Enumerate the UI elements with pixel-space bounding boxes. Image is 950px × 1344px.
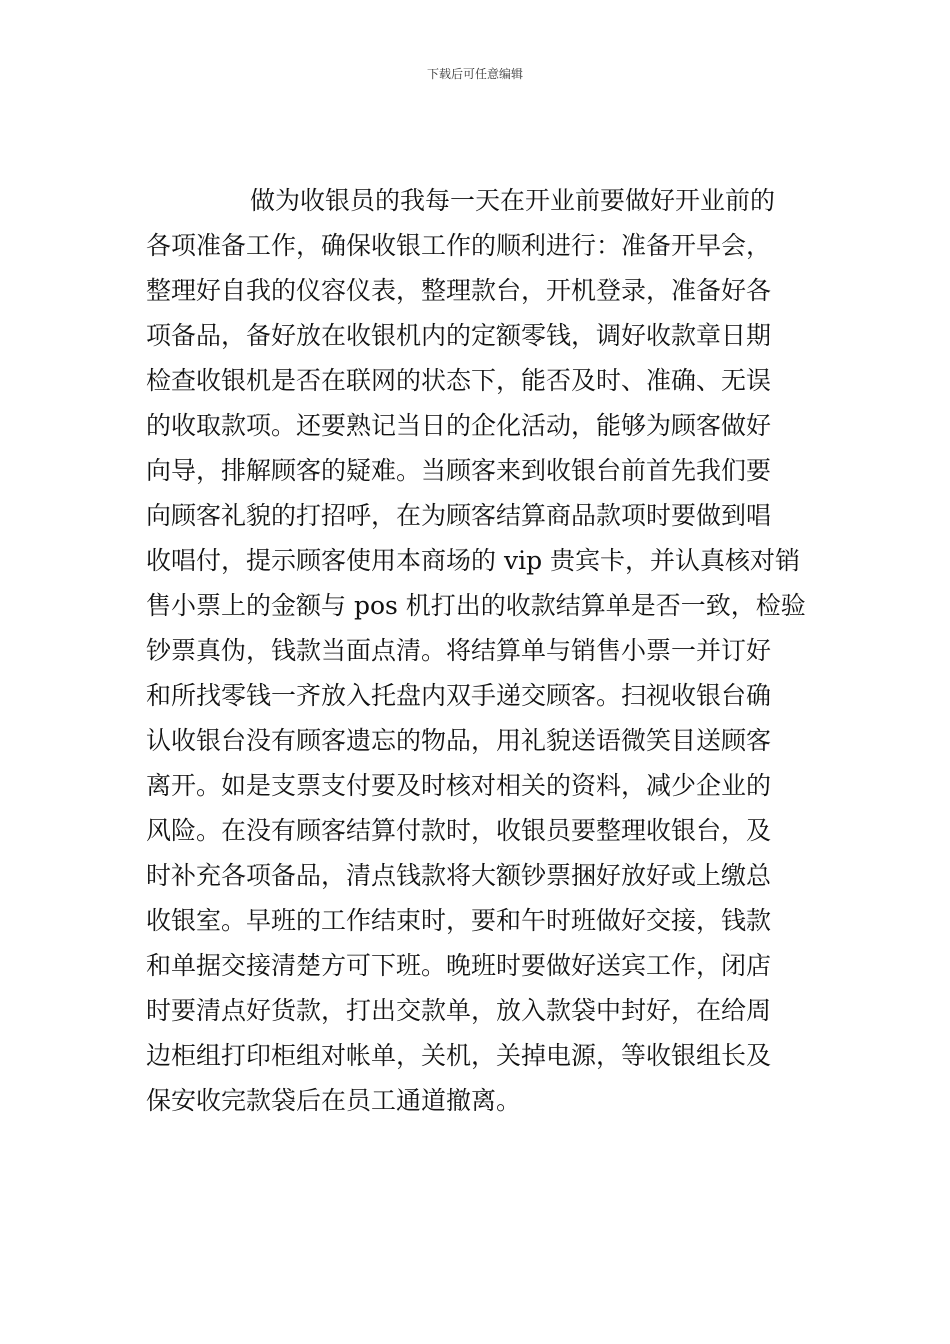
paragraph-line: 边柜组打印柜组对帐单，关机，关掉电源，等收银组长及 [146, 1041, 772, 1070]
paragraph-line: 保安收完款袋后在员工通道撤离。 [146, 1086, 522, 1115]
paragraph-line: 向导，排解顾客的疑难。当顾客来到收银台前首先我们要 [146, 456, 772, 485]
paragraph-line: 离开。如是支票支付要及时核对相关的资料，减少企业的 [146, 771, 772, 800]
page-header: 下载后可任意编辑 [426, 67, 523, 81]
body-paragraph [146, 178, 806, 1123]
paragraph-line: 整理好自我的仪容仪表，整理款台，开机登录，准备好各 [146, 276, 772, 305]
paragraph-line: 售小票上的金额与 pos 机打出的收款结算单是否一致，检验 [146, 591, 806, 620]
paragraph-line: 和所找零钱一齐放入托盘内双手递交顾客。扫视收银台确 [146, 681, 772, 710]
paragraph-line: 收唱付，提示顾客使用本商场的 vip 贵宾卡，并认真核对销 [146, 546, 801, 575]
paragraph-line: 的收取款项。还要熟记当日的企化活动，能够为顾客做好 [146, 411, 772, 440]
paragraph-line: 钞票真伪，钱款当面点清。将结算单与销售小票一并订好 [146, 636, 772, 665]
paragraph-line: 检查收银机是否在联网的状态下，能否及时、准确、无误 [146, 366, 772, 395]
paragraph-line: 向顾客礼貌的打招呼，在为顾客结算商品款项时要做到唱 [146, 501, 772, 530]
paragraph-line: 做为收银员的我每一天在开业前要做好开业前的 [250, 186, 776, 215]
paragraph-line: 时补充各项备品，清点钱款将大额钞票捆好放好或上缴总 [146, 861, 772, 890]
paragraph-line: 项备品，备好放在收银机内的定额零钱，调好收款章日期 [146, 321, 772, 350]
paragraph-line: 风险。在没有顾客结算付款时，收银员要整理收银台，及 [146, 816, 772, 845]
paragraph-line: 收银室。早班的工作结束时，要和午时班做好交接，钱款 [146, 906, 772, 935]
paragraph-line: 认收银台没有顾客遗忘的物品，用礼貌送语微笑目送顾客 [146, 726, 772, 755]
paragraph-line: 时要清点好货款，打出交款单，放入款袋中封好，在给周 [146, 996, 772, 1025]
paragraph-line: 各项准备工作，确保收银工作的顺利进行：准备开早会， [146, 231, 772, 260]
paragraph-line: 和单据交接清楚方可下班。晚班时要做好送宾工作，闭店 [146, 951, 772, 980]
